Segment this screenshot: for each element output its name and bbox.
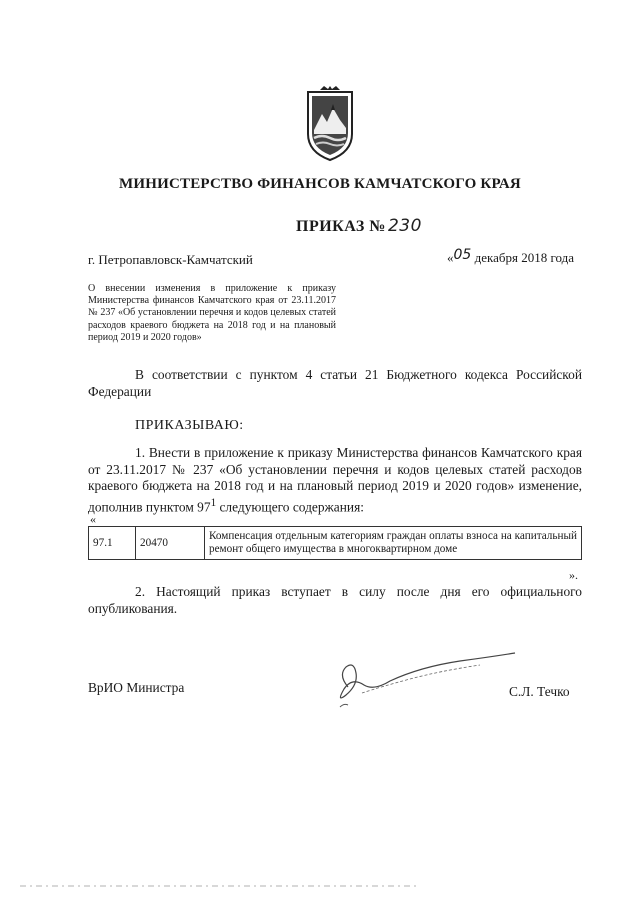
item-2-paragraph: 2. Настоящий приказ вступает в силу после дня его официального опубликования.: [88, 584, 582, 616]
row-code-cell: 20470: [136, 527, 205, 560]
legal-basis-paragraph: В соответствии с пунктом 4 статьи 21 Бюджетного кодекса Российской Федерации: [88, 367, 582, 399]
amendment-table: [88, 526, 582, 560]
signer-title: ВрИО Министра: [88, 680, 185, 695]
row-number-cell: 97.1: [89, 527, 136, 560]
date-day: 05: [453, 247, 472, 263]
scan-edge-line: [0, 884, 640, 888]
order-title: [296, 216, 422, 236]
order-subject: О внесении изменения в приложение к приказу Министерства финансов Камчатского края от 23.11.2017 № 237 «Об установлении перечня и кодов целевых статей расходов краевого бюджета на 2018 год и на плановый период 2019 и 2020 годов»: [88, 283, 336, 343]
date-quote-open: «: [447, 250, 454, 265]
kamchatka-coat-of-arms-emblem: [300, 86, 360, 164]
order-date: [447, 247, 574, 266]
ministry-title: МИНИСТЕРСТВО ФИНАНСОВ КАМЧАТСКОГО КРАЯ: [119, 176, 521, 192]
quote-open: «: [90, 512, 96, 526]
item-1-text: 1. Внести в приложение к приказу Министерства финансов Камчатского края от 23.11.2017 № 237 «Об установлении перечня и кодов целевых статей расходов краевого бюджета на 2018 год и на плановый период 2019 и 2020 годов» изменение, дополнив пунктом 97: [88, 445, 582, 514]
order-label: ПРИКАЗ №: [296, 218, 386, 235]
item-1-tail: следующего содержания:: [216, 498, 364, 514]
city: г. Петропавловск-Камчатский: [88, 252, 253, 267]
handwritten-signature: [300, 645, 530, 725]
date-month-year: декабря 2018 года: [474, 250, 574, 265]
item-1-superscript: 1: [210, 496, 217, 509]
table-row: [89, 527, 582, 560]
quote-close: ».: [569, 568, 578, 582]
order-word: ПРИКАЗЫВАЮ:: [135, 418, 244, 433]
row-name-cell: Компенсация отдельным категориям граждан оплаты взноса на капитальный ремонт общего имущества в многоквартирном доме: [205, 527, 582, 560]
item-1-paragraph: [88, 445, 582, 515]
signer-name: С.Л. Течко: [509, 684, 570, 699]
order-number: 230: [387, 216, 422, 236]
